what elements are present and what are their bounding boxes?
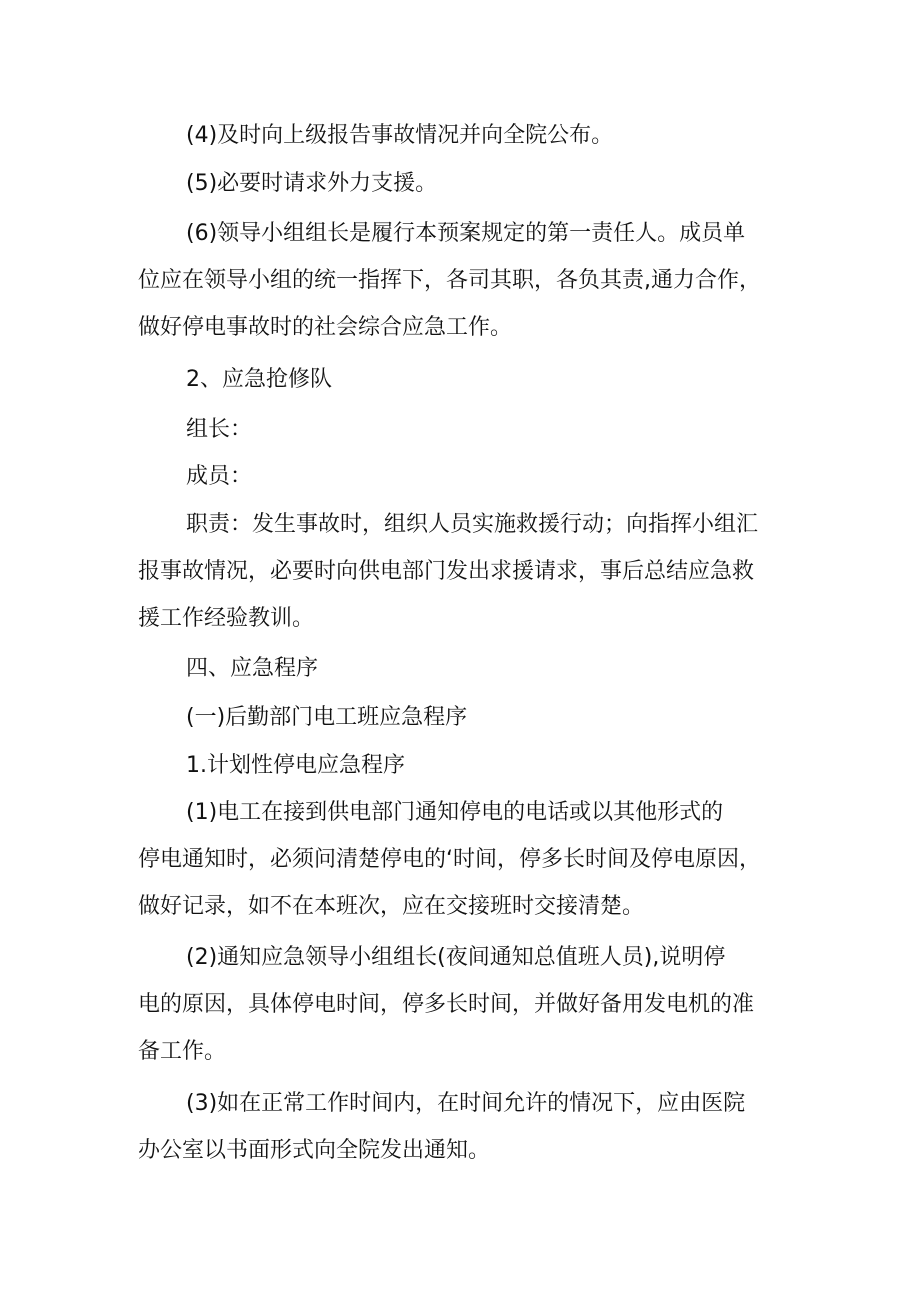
text-line: 做好停电事故时的社会综合应急工作。 <box>138 315 513 340</box>
text-line: (5)必要时请求外力支援。 <box>186 171 438 196</box>
text-line: (一)后勤部门电工班应急程序 <box>186 705 468 730</box>
section-heading-emergency-repair-team <box>138 356 798 403</box>
text-line: 成员： <box>186 464 253 489</box>
text-line: (2)通知应急领导小组组长(夜间通知总值班人员),说明停 <box>186 945 726 970</box>
text-line: (6)领导小组组长是履行本预案规定的第一责任人。成员单 <box>186 221 746 246</box>
text-line: (1)电工在接到供电部门通知停电的电话或以其他形式的 <box>186 800 724 825</box>
text-line: 电的原因，具体停电时间，停多长时间，并做好备用发电机的准 <box>138 992 755 1017</box>
paragraph-item-4 <box>138 112 798 159</box>
text-line: (4)及时向上级报告事故情况并向全院公布。 <box>186 123 614 148</box>
text-line: 职责：发生事故时，组织人员实施救援行动；向指挥小组汇 <box>186 512 759 537</box>
team-members-field <box>138 453 798 500</box>
duties-paragraph <box>138 501 798 642</box>
subsection-heading-planned-outage <box>138 742 798 789</box>
text-line: 2、应急抢修队 <box>186 367 332 392</box>
subsection-heading-electrician-team <box>138 694 798 741</box>
text-line: 援工作经验教训。 <box>138 606 315 631</box>
text-line: 备工作。 <box>138 1039 227 1064</box>
text-line: 办公室以书面形式向全院发出通知。 <box>138 1138 491 1163</box>
section-heading-emergency-procedure <box>138 645 798 692</box>
text-line: (3)如在正常工作时间内，在时间允许的情况下，应由医院 <box>186 1091 746 1116</box>
text-line: 组长： <box>186 417 253 442</box>
paragraph-item-5 <box>138 160 798 207</box>
paragraph-step-3 <box>138 1080 798 1174</box>
text-line: 1.计划性停电应急程序 <box>186 753 405 778</box>
paragraph-item-6 <box>138 210 798 351</box>
text-line: 做好记录，如不在本班次，应在交接班时交接清楚。 <box>138 894 645 919</box>
text-line: 四、应急程序 <box>186 656 319 681</box>
text-line: 停电通知时，必须问清楚停电的‘时间，停多长时间及停电原因， <box>138 847 761 872</box>
paragraph-step-1 <box>138 789 798 930</box>
paragraph-step-2 <box>138 934 798 1075</box>
team-leader-field <box>138 406 798 453</box>
text-line: 位应在领导小组的统一指挥下，各司其职，各负其责,通力合作， <box>138 268 761 293</box>
text-line: 报事故情况，必要时向供电部门发出求援请求，事后总结应急救 <box>138 559 755 584</box>
